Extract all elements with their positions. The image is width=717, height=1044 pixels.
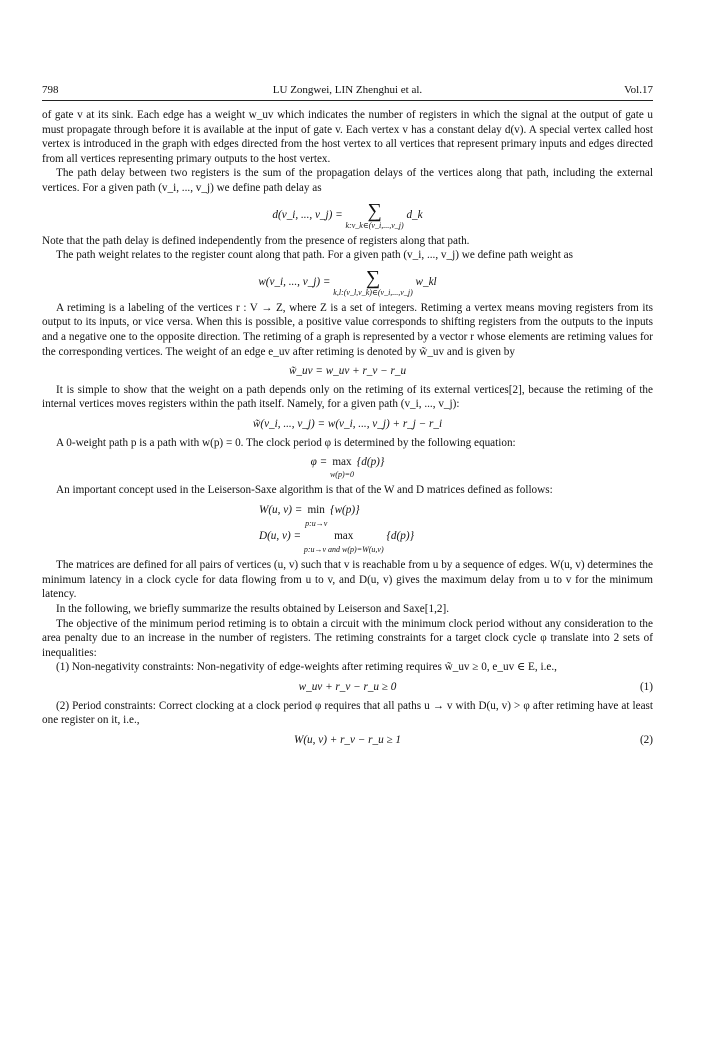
equation-retimed-path: w̃(v_i, ..., v_j) = w(v_i, ..., v_j) + r_j − r_i — [252, 417, 443, 430]
paragraph-1: of gate v at its sink. Each edge has a weight w_uv which indicates the number of registers in which the signal at the output of gate u must propagate through before it is available at the input of gate v. Each vertex v has a constant delay d(v). A special vertex called host vertex is introduced in the graph with edges directed from the host vertex to all vertices that represent primary inputs and edges directed from all vertices representing primary outputs to the host vertex. — [42, 109, 653, 165]
equation-clock-period — [42, 455, 653, 479]
max-operator: max w(p)=0 — [329, 456, 354, 479]
paragraph-6: It is simple to show that the weight on a path depends only on the retiming of its external vertices[2], because the retiming of the internal vertices moves registers within the path itself. Namely, for a given path (v_i, ..., v_j): — [42, 383, 653, 411]
paragraph-13: (2) Period constraints: Correct clocking at a clock period φ requires that all paths u → v with D(u, v) > φ after retiming have at least one register on it, i.e., — [42, 699, 653, 727]
running-header — [42, 82, 653, 101]
equation-2-number: (2) — [639, 733, 653, 746]
paragraph-10: In the following, we briefly summarize the results obtained by Leiserson and Saxe[1,2]. — [56, 603, 450, 616]
w-rhs: {w(p)} — [330, 504, 360, 517]
path-weight-term: w_kl — [415, 275, 437, 288]
min-condition: p:u→v — [305, 519, 328, 529]
volume-label: Vol.17 — [624, 84, 653, 96]
paragraph-11: The objective of the minimum period retiming is to obtain a circuit with the minimum clock period without any consideration to the area penalty due to an increase in the number of registers. The retiming constraints for a target clock cycle φ translate into 2 sets of inequalities: — [42, 617, 653, 659]
paragraph-8: An important concept used in the Leiserson-Saxe algorithm is that of the W and D matrices defined as follows: — [56, 483, 553, 496]
d-rhs: {d(p)} — [386, 530, 415, 543]
equation-2-body: W(u, v) + r_v − r_u ≥ 1 — [294, 733, 401, 746]
max-operator: max p:u→v and w(p)=W(u,v) — [303, 530, 384, 555]
equation-1-body: w_uv + r_v − r_u ≥ 0 — [298, 681, 397, 694]
clock-rhs: {d(p)} — [356, 456, 385, 469]
d-lhs: D(u, v) = — [259, 530, 302, 543]
min-operator: min p:u→v — [305, 504, 328, 529]
equation-path-delay — [42, 201, 653, 230]
w-lhs: W(u, v) = — [259, 504, 303, 517]
paragraph-9: The matrices are defined for all pairs of vertices (u, v) such that v is reachable from u by a sequence of edges. W(u, v) determines the minimum latency in a clock cycle for data flowing from u to v, and D(u, v) gives the maximum delay from u to v for the minimum latency. — [42, 559, 653, 601]
running-authors: LU Zongwei, LIN Zhenghui et al. — [272, 84, 423, 96]
equation-1 — [42, 680, 653, 695]
sum-index: k:v_k∈(v_i,...,v_j) — [345, 220, 404, 230]
sum-operator: ∑ k:v_k∈(v_i,...,v_j) — [345, 199, 404, 230]
paragraph-5: A retiming is a labeling of the vertices r : V → Z, where Z is a set of integers. Retiming a vertex means moving registers from its output to its inputs, or vice versa. When this is possible, a positive value corresponds to shifting registers from the outputs to the inputs and a negative one to the opposite direction. The retiming of a graph is represented by a vector r whose elements are retiming values for the corresponding vertices. The weight of an edge e_uv after retiming is denoted by w̃_uv and is given by — [42, 301, 653, 358]
path-weight-lhs: w(v_i, ..., v_j) = — [258, 275, 331, 288]
sum-operator: ∑ k,l:(v_l,v_k)∈(v_i,...,v_j) — [333, 266, 413, 297]
sum-index: k,l:(v_l,v_k)∈(v_i,...,v_j) — [333, 287, 413, 297]
equation-2 — [42, 733, 653, 748]
paragraph-2: The path delay between two registers is the sum of the propagation delays of the vertices along that path, including the external vertices. For a given path (v_i, ..., v_j) we define path delay as — [42, 167, 653, 194]
max-condition: w(p)=0 — [329, 469, 354, 479]
paper-body — [42, 108, 653, 751]
w-matrix-row — [259, 502, 653, 528]
clock-lhs: φ = — [310, 456, 328, 469]
equation-retimed-weight: w̃_uv = w_uv + r_v − r_u — [288, 365, 407, 378]
paragraph-4: The path weight relates to the register count along that path. For a given path (v_i, ..., v_j) we define path weight as — [56, 249, 573, 262]
page-number: 798 — [42, 84, 59, 96]
path-delay-term: d_k — [406, 208, 423, 221]
paragraph-7: A 0-weight path p is a path with w(p) = 0. The clock period φ is determined by the following equation: — [56, 436, 516, 449]
max-condition: p:u→v and w(p)=W(u,v) — [303, 545, 384, 555]
equation-path-weight — [42, 268, 653, 297]
paragraph-3: Note that the path delay is defined independently from the presence of registers along that path. — [42, 234, 470, 247]
equation-wd-matrices — [42, 502, 653, 554]
paragraph-12: (1) Non-negativity constraints: Non-negativity of edge-weights after retiming requires w̃_uv ≥ 0, e_uv ∈ E, i.e., — [56, 661, 557, 674]
path-delay-lhs: d(v_i, ..., v_j) = — [272, 208, 343, 221]
equation-1-number: (1) — [639, 681, 653, 694]
d-matrix-row — [259, 528, 653, 554]
